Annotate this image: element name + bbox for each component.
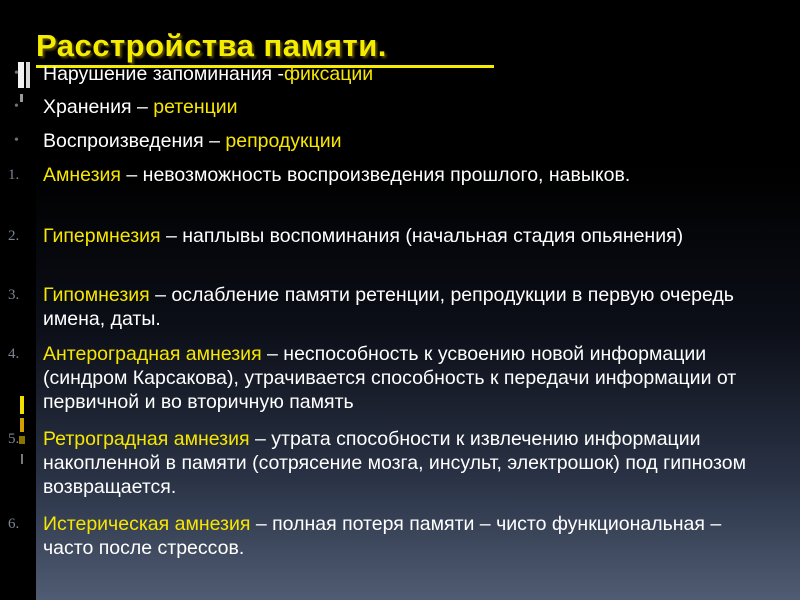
list-item-highlight: фиксации [283, 63, 374, 85]
definition: – неспособность к усвоению новой информации (синдром Карсакова), утрачивается способность к передачи информации от первичной и во вторичную память [43, 343, 737, 413]
list-item-text [43, 129, 763, 153]
term: Антероградная амнезия [43, 343, 262, 365]
term: Истерическая амнезия [43, 513, 251, 535]
list-item-label: Хранения – [43, 96, 154, 118]
number-marker: 6. [8, 516, 20, 532]
bullet-marker: • [14, 99, 19, 114]
definition: – утрата способности к извлечению информации накопленной в памяти (сотрясение мозга, инсульт, электрошок) под гипнозом возвращается. [43, 428, 747, 498]
definition: – ослабление памяти ретенции, репродукции в первую очередь имена, даты. [43, 284, 734, 330]
bullet-marker: • [14, 66, 19, 81]
list-item-text [43, 62, 763, 86]
term: Гипомнезия [43, 284, 150, 306]
list-item-label: Воспроизведения – [43, 130, 226, 152]
list-item-label: Нарушение запоминания - [43, 63, 284, 85]
number-marker: 5. [8, 431, 20, 447]
number-marker: 3. [8, 287, 20, 303]
decor-bar [20, 396, 24, 414]
list-item-text [43, 512, 763, 560]
number-marker: 1. [8, 167, 20, 183]
term: Ретроградная амнезия [43, 428, 250, 450]
list-item-highlight: ретенции [153, 96, 238, 118]
definition: – наплывы воспоминания (начальная стадия опьянения) [160, 225, 684, 247]
list-item-highlight: репродукции [225, 130, 342, 152]
list-item-text [43, 427, 763, 499]
term: Амнезия [43, 164, 121, 186]
decor-bar [20, 418, 24, 432]
definition: – полная потеря памяти – чисто функциональная – часто после стрессов. [43, 513, 722, 559]
definition: – невозможность воспроизведения прошлого, навыков. [121, 164, 631, 186]
list-item-text [43, 95, 763, 119]
list-item-text [43, 163, 763, 187]
term: Гипермнезия [43, 225, 161, 247]
list-item-text [43, 342, 763, 414]
number-marker: 4. [8, 346, 20, 362]
list-item-text [43, 283, 763, 331]
number-marker: 2. [8, 228, 20, 244]
decor-bar [21, 454, 23, 464]
slide-title: Расстройства памяти. [36, 28, 387, 63]
list-item-text [43, 224, 763, 248]
bullet-marker: • [14, 133, 19, 148]
